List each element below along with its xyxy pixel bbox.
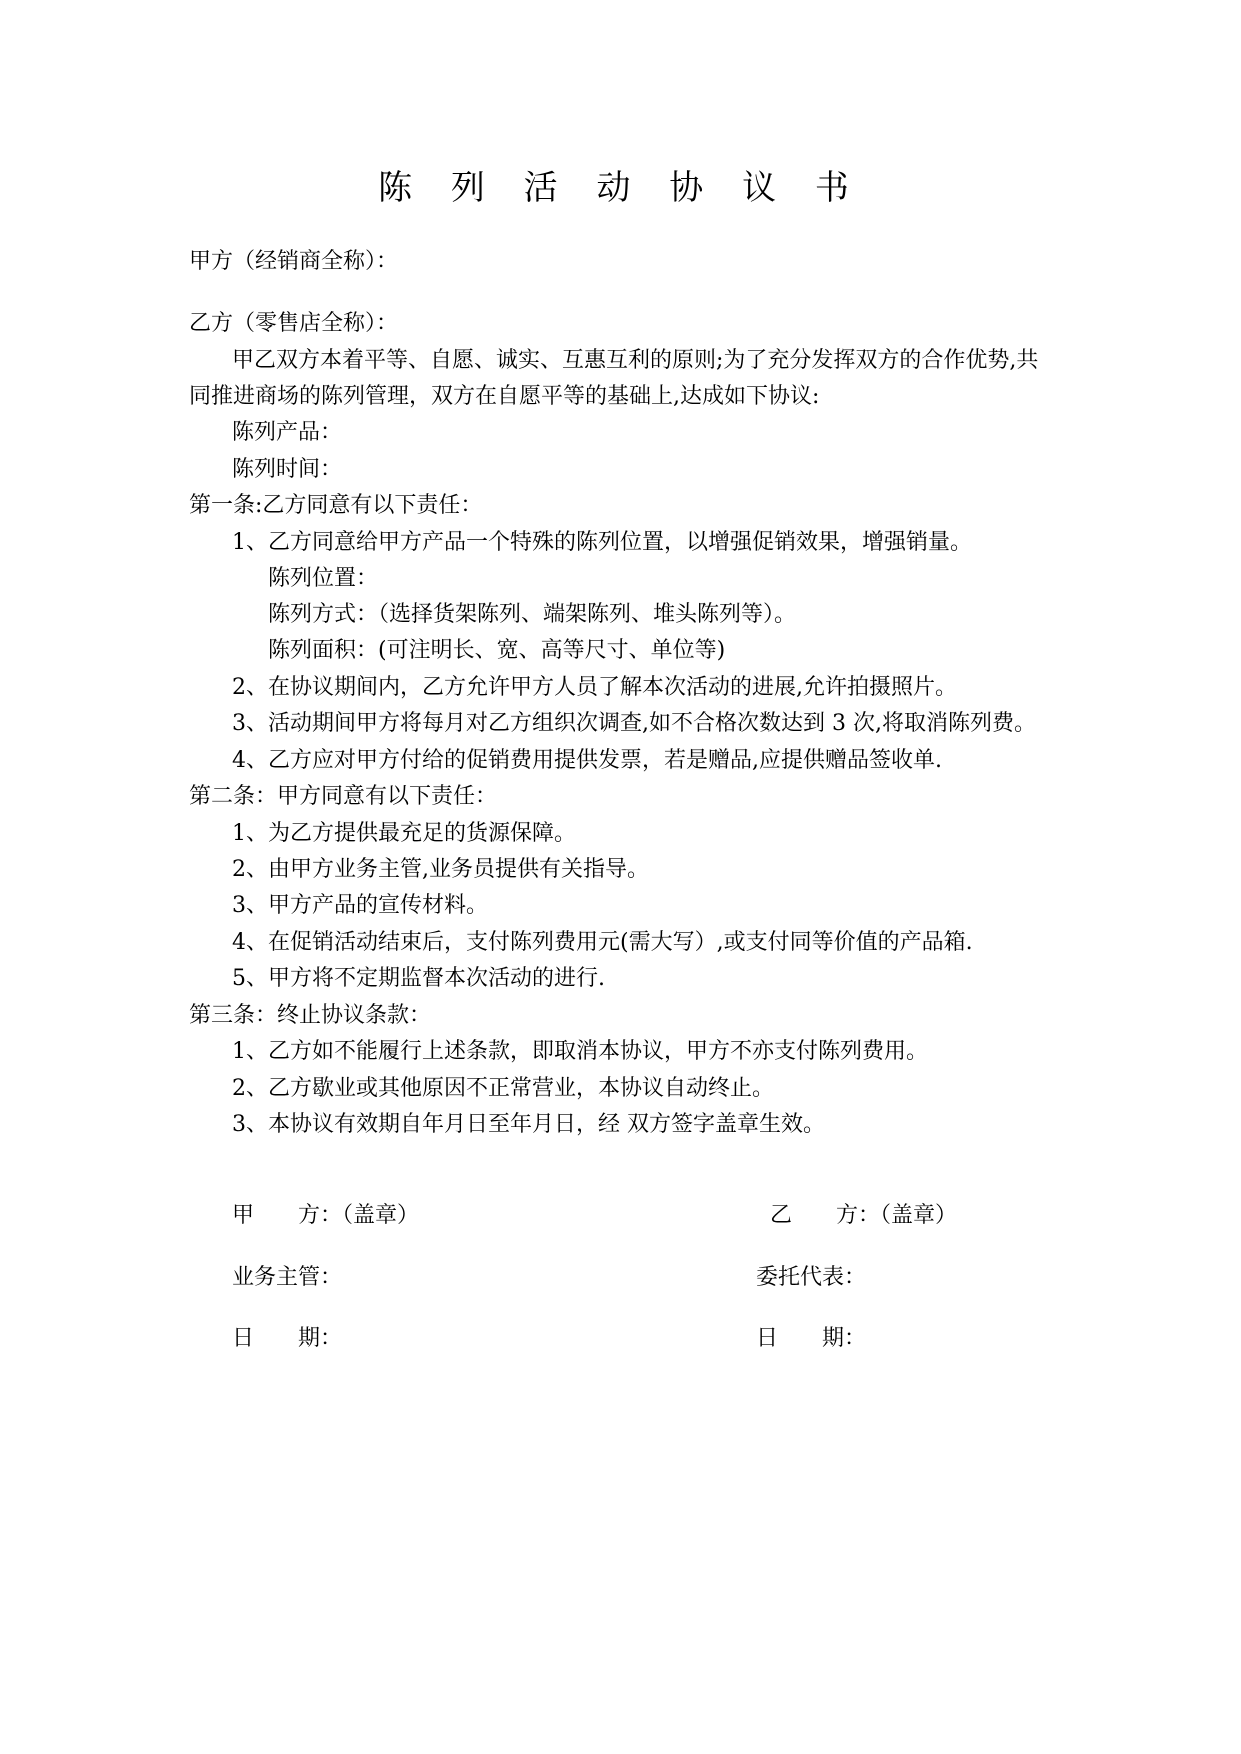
article-1-item-4: 4、乙方应对甲方付给的促销费用提供发票，若是赠品,应提供赠品签收单. — [232, 748, 942, 773]
display-position-line: 陈列位置： — [268, 566, 379, 591]
article-2-item-1: 1、为乙方提供最充足的货源保障。 — [232, 821, 576, 846]
article-2-item-4: 4、在促销活动结束后，支付陈列费用元(需大写）,或支付同等价值的产品箱. — [232, 930, 973, 955]
article-3-item-3: 3、本协议有效期自年月日至年月日，经 双方签字盖章生效。 — [232, 1112, 825, 1137]
party-b-seal-line: 乙 方：（盖章） — [770, 1203, 958, 1228]
display-product-line: 陈列产品： — [232, 420, 343, 445]
business-supervisor-line: 业务主管： — [232, 1265, 343, 1290]
display-method-line: 陈列方式：（选择货架陈列、端架陈列、堆头陈列等）。 — [268, 602, 797, 627]
party-a-date-line: 日 期： — [232, 1326, 343, 1351]
party-a-name-line: 甲方（经销商全称）： — [189, 249, 399, 274]
article-2-item-2: 2、由甲方业务主管,业务员提供有关指导。 — [232, 857, 649, 882]
article-2-item-5: 5、甲方将不定期监督本次活动的进行. — [232, 966, 605, 991]
party-a-seal-line: 甲 方：（盖章） — [232, 1203, 420, 1228]
article-2-item-3: 3、甲方产品的宣传材料。 — [232, 893, 488, 918]
article-3-item-1: 1、乙方如不能履行上述条款，即取消本协议，甲方不亦支付陈列费用。 — [232, 1039, 928, 1064]
intro-paragraph-line-2: 同推进商场的陈列管理，双方在自愿平等的基础上,达成如下协议: — [189, 384, 820, 409]
document-title: 陈 列 活 动 协 议 书 — [378, 168, 863, 208]
article-1-heading: 第一条:乙方同意有以下责任： — [189, 493, 483, 518]
party-b-date-line: 日 期： — [756, 1326, 867, 1351]
display-area-line: 陈列面积：(可注明长、宽、高等尺寸、单位等) — [268, 638, 726, 663]
display-time-line: 陈列时间： — [232, 457, 343, 482]
article-1-item-1: 1、乙方同意给甲方产品一个特殊的陈列位置，以增强促销效果，增强销量。 — [232, 530, 972, 555]
intro-paragraph-line-1: 甲乙双方本着平等、自愿、诚实、互惠互利的原则;为了充分发挥双方的合作优势,共 — [232, 348, 1039, 373]
article-3-heading: 第三条：终止协议条款： — [189, 1003, 432, 1028]
article-2-heading: 第二条：甲方同意有以下责任： — [189, 784, 498, 809]
party-b-name-line: 乙方（零售店全称）： — [189, 311, 399, 336]
authorized-representative-line: 委托代表： — [756, 1265, 867, 1290]
article-1-item-3: 3、活动期间甲方将每月对乙方组织次调查,如不合格次数达到 3 次,将取消陈列费。 — [232, 711, 1036, 736]
article-1-item-2: 2、在协议期间内，乙方允许甲方人员了解本次活动的进展,允许拍摄照片。 — [232, 675, 957, 700]
article-3-item-2: 2、乙方歇业或其他原因不正常营业，本协议自动终止。 — [232, 1076, 774, 1101]
